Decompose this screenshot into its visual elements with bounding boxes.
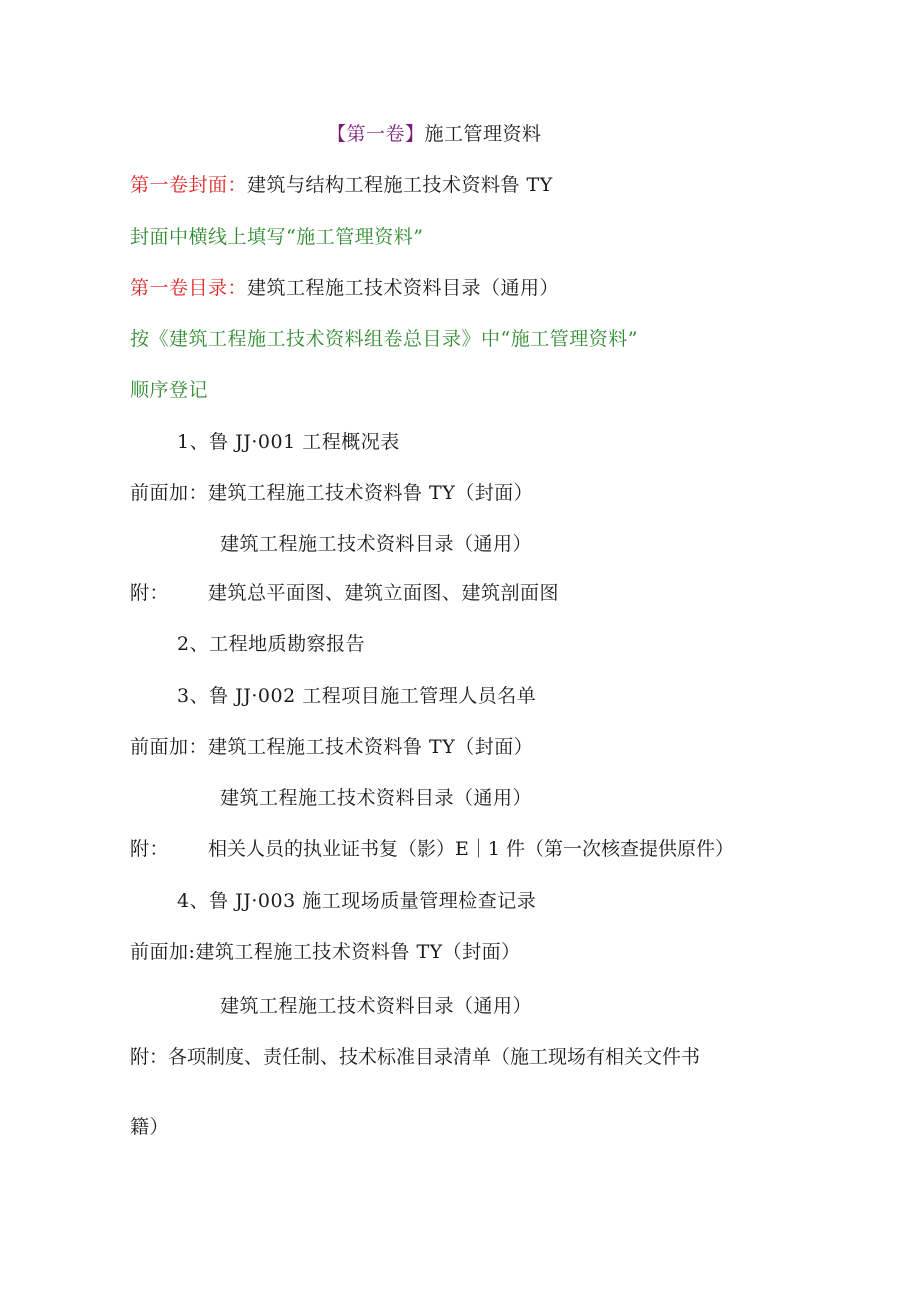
- toc-label: 第一卷目录：: [130, 277, 248, 299]
- volume-title-text: 施工管理资料: [424, 123, 542, 145]
- item-3-heading: 3、鲁 JJ·002 工程项目施工管理人员名单: [177, 685, 537, 707]
- cover-line: [130, 173, 553, 197]
- item-1-attach: [130, 581, 169, 605]
- item-4-prefix-2: 建筑工程施工技术资料目录（通用）: [220, 995, 533, 1017]
- item-3-attach-label: 附：: [130, 838, 170, 860]
- item-4-prefix-label: 前面加:: [130, 941, 196, 963]
- item-3-attach-text: 相关人员的执业证书复（影）E｜1 件（第一次核查提供原件）: [208, 838, 734, 860]
- item-1-prefix-1: 建筑工程施工技术资料鲁 TY（封面）: [208, 482, 534, 504]
- cover-label: 第一卷封面：: [130, 174, 248, 196]
- item-3-prefix-label: 前面加：: [130, 736, 209, 758]
- volume-title-bracket: 【第一卷】: [327, 123, 425, 145]
- toc-line: [130, 276, 559, 300]
- item-4-prefix-1: 建筑工程施工技术资料鲁 TY（封面）: [195, 941, 521, 963]
- item-4-heading: 4、鲁 JJ·003 施工现场质量管理检查记录: [177, 890, 537, 912]
- volume-title: [327, 122, 542, 146]
- item-1-attach-text: 建筑总平面图、建筑立面图、建筑剖面图: [208, 582, 560, 604]
- item-1-heading: 1、鲁 JJ·001 工程概况表: [177, 431, 400, 453]
- item-3-prefix-2: 建筑工程施工技术资料目录（通用）: [220, 787, 533, 809]
- toc-text: 建筑工程施工技术资料目录（通用）: [247, 277, 560, 299]
- toc-note-1: 按《建筑工程施工技术资料组卷总目录》中“施工管理资料”: [130, 328, 638, 350]
- item-4-attach-line-1: 各项制度、责任制、技术标准目录清单（施工现场有相关文件书: [168, 1046, 701, 1068]
- item-1-prefix: [130, 481, 533, 505]
- item-2-heading: 2、工程地质勘察报告: [177, 633, 366, 655]
- toc-note-2: 顺序登记: [130, 379, 209, 401]
- cover-note: 封面中横线上填写“施工管理资料”: [130, 226, 424, 248]
- item-4-attach-line-2: 籍）: [130, 1116, 170, 1138]
- item-1-prefix-2: 建筑工程施工技术资料目录（通用）: [220, 533, 533, 555]
- cover-text: 建筑与结构工程施工技术资料鲁 TY: [247, 174, 553, 196]
- item-3-attach: [130, 837, 169, 861]
- item-3-prefix: [130, 735, 533, 759]
- item-4-prefix: [130, 940, 521, 964]
- item-4-attach-label: 附：: [130, 1046, 169, 1068]
- item-1-attach-label: 附：: [130, 582, 170, 604]
- item-1-prefix-label: 前面加：: [130, 482, 209, 504]
- item-3-prefix-1: 建筑工程施工技术资料鲁 TY（封面）: [208, 736, 534, 758]
- item-4-attach: [130, 1045, 700, 1069]
